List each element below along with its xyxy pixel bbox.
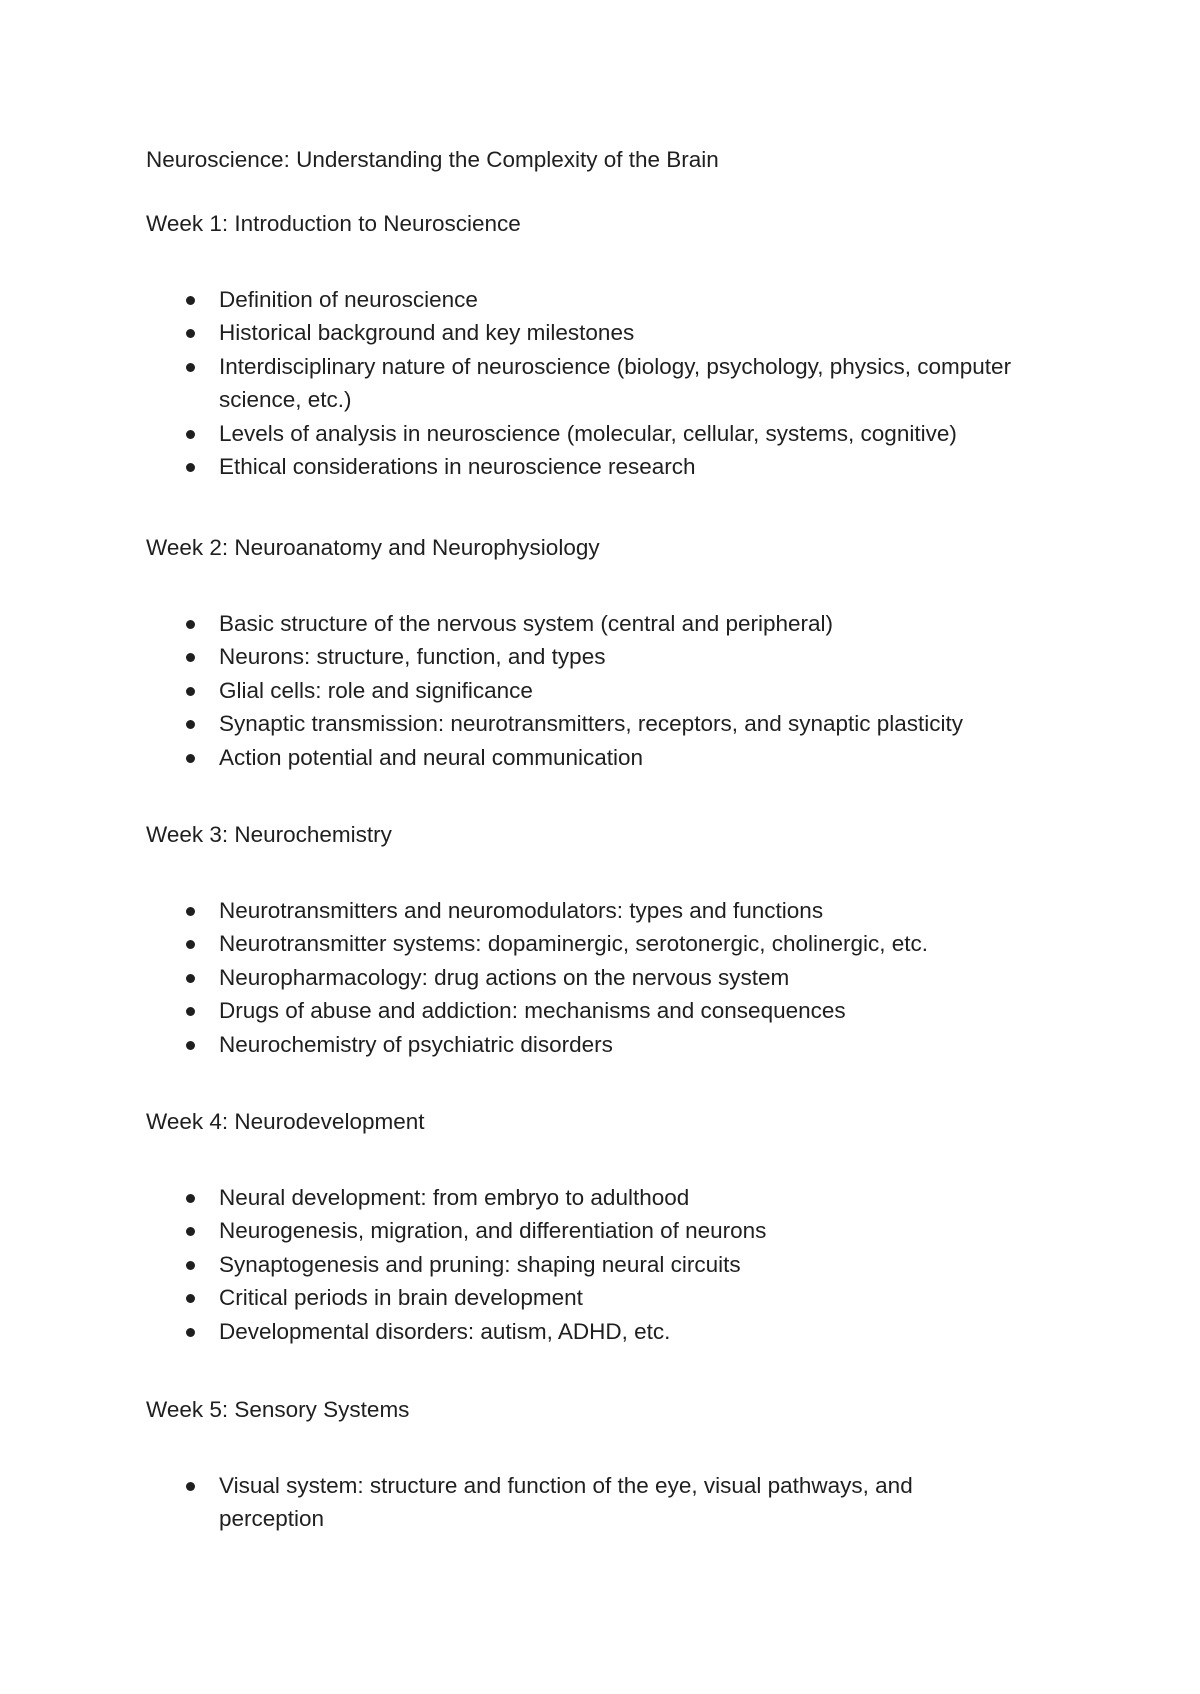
topic-list <box>146 1469 1066 1536</box>
week-heading: Week 1: Introduction to Neuroscience <box>146 211 521 236</box>
bullet-icon <box>186 974 195 983</box>
list-item <box>146 1181 1019 1215</box>
list-item <box>146 961 1019 995</box>
bullet-icon <box>186 329 195 338</box>
topic-text: Drugs of abuse and addiction: mechanisms and consequences <box>219 998 846 1023</box>
topic-text: Interdisciplinary nature of neuroscience (biology, psychology, physics, computer science, etc.) <box>219 353 1012 412</box>
list-item <box>146 674 1019 708</box>
bullet-icon <box>186 1227 195 1236</box>
list-item <box>146 350 1019 417</box>
topic-list <box>146 283 1066 484</box>
bullet-icon <box>186 430 195 439</box>
topic-text: Historical background and key milestones <box>219 320 635 345</box>
bullet-icon <box>186 1294 195 1303</box>
bullet-icon <box>186 1328 195 1337</box>
topic-list <box>146 607 1066 775</box>
bullet-icon <box>186 653 195 662</box>
bullet-icon <box>186 463 195 472</box>
topic-text: Neuropharmacology: drug actions on the nervous system <box>219 964 790 990</box>
topic-text: Definition of neuroscience <box>219 286 478 312</box>
bullet-icon <box>186 296 195 305</box>
bullet-icon <box>186 687 195 696</box>
topic-text: Synaptogenesis and pruning: shaping neural circuits <box>219 1251 741 1277</box>
list-item <box>146 1469 1019 1536</box>
topic-text: Neurochemistry of psychiatric disorders <box>219 1031 613 1057</box>
list-item <box>146 417 1019 451</box>
bullet-icon <box>186 1194 195 1203</box>
topic-list <box>146 894 1066 1062</box>
topic-text: Neurotransmitters and neuromodulators: types and functions <box>219 897 824 923</box>
list-item <box>146 994 1019 1028</box>
bullet-icon <box>186 720 195 729</box>
list-item <box>146 927 1019 961</box>
bullet-icon <box>186 1482 195 1491</box>
bullet-icon <box>186 940 195 949</box>
list-item <box>146 640 1019 674</box>
topic-text: Neural development: from embryo to adulthood <box>219 1184 690 1210</box>
topic-text: Glial cells: role and significance <box>219 677 533 703</box>
list-item <box>146 894 1019 928</box>
topic-text: Critical periods in brain development <box>219 1285 583 1310</box>
topic-text: Levels of analysis in neuroscience (molecular, cellular, systems, cognitive) <box>219 420 957 446</box>
bullet-icon <box>186 907 195 916</box>
week-heading: Week 5: Sensory Systems <box>146 1397 410 1422</box>
topic-text: Developmental disorders: autism, ADHD, etc. <box>219 1318 671 1344</box>
topic-text: Action potential and neural communication <box>219 744 644 770</box>
list-item <box>146 1281 1019 1315</box>
list-item <box>146 1028 1019 1062</box>
bullet-icon <box>186 1041 195 1050</box>
list-item <box>146 741 1019 775</box>
list-item <box>146 316 1019 350</box>
bullet-icon <box>186 754 195 763</box>
bullet-icon <box>186 363 195 372</box>
list-item <box>146 707 1019 741</box>
week-1-section <box>146 207 1066 484</box>
topic-text: Neurotransmitter systems: dopaminergic, serotonergic, cholinergic, etc. <box>219 931 929 956</box>
list-item <box>146 1315 1019 1349</box>
bullet-icon <box>186 1007 195 1016</box>
topic-text: Neurogenesis, migration, and differentiation of neurons <box>219 1218 767 1243</box>
topic-text: Visual system: structure and function of the eye, visual pathways, and perception <box>219 1472 913 1531</box>
list-item <box>146 283 1019 317</box>
list-item <box>146 607 1019 641</box>
topic-list <box>146 1181 1066 1349</box>
week-heading: Week 4: Neurodevelopment <box>146 1109 425 1134</box>
week-4-section <box>146 1105 1066 1348</box>
list-item <box>146 450 1019 484</box>
week-3-section <box>146 818 1066 1061</box>
week-2-section <box>146 531 1066 774</box>
topic-text: Basic structure of the nervous system (central and peripheral) <box>219 610 834 636</box>
topic-text: Neurons: structure, function, and types <box>219 644 606 669</box>
bullet-icon <box>186 1261 195 1270</box>
week-5-section <box>146 1393 1066 1536</box>
week-heading: Week 2: Neuroanatomy and Neurophysiology <box>146 535 600 560</box>
topic-text: Ethical considerations in neuroscience research <box>219 454 696 479</box>
list-item <box>146 1248 1019 1282</box>
topic-text: Synaptic transmission: neurotransmitters, receptors, and synaptic plasticity <box>219 711 964 736</box>
week-heading: Week 3: Neurochemistry <box>146 822 392 847</box>
document-title: Neuroscience: Understanding the Complexity of the Brain <box>146 147 719 172</box>
bullet-icon <box>186 620 195 629</box>
list-item <box>146 1214 1019 1248</box>
